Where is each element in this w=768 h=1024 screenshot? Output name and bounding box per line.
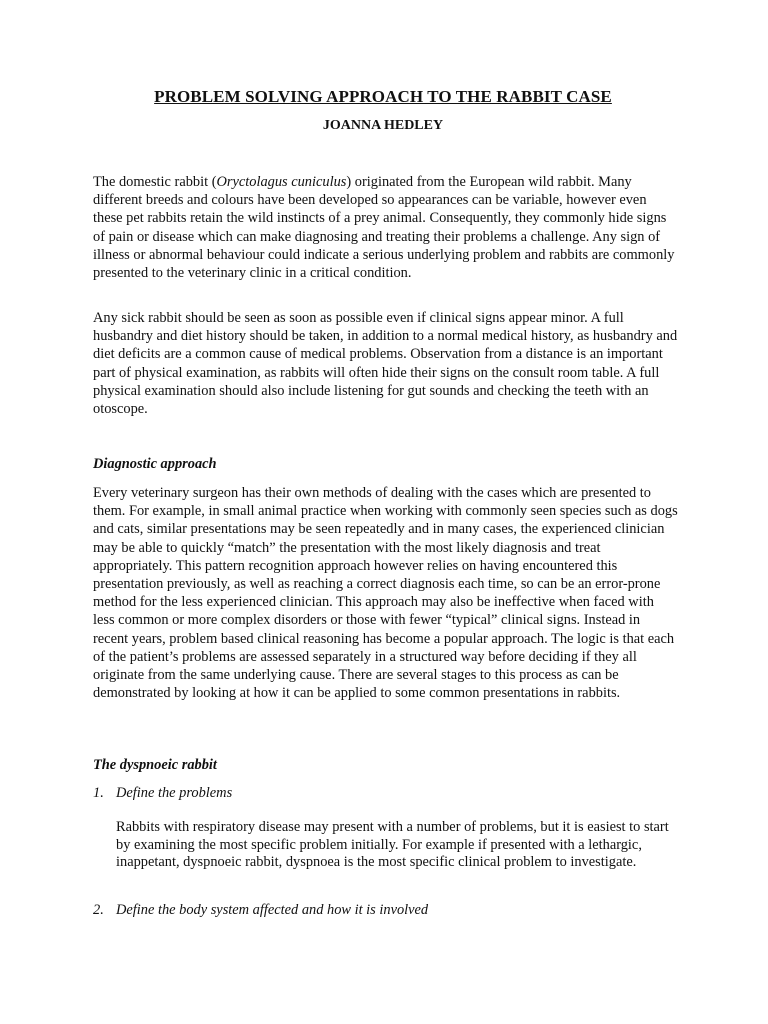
intro-paragraph-1 [93,173,678,282]
section-heading-diagnostic: Diagnostic approach [93,456,217,472]
list-label: Define the body system affected and how it is involved [116,902,429,918]
section-heading-dyspnoeic: The dyspnoeic rabbit [93,757,217,773]
species-name: Oryctolagus cuniculus [216,174,347,190]
list-label: Define the problems [116,785,233,801]
list-item-1-text: Rabbits with respiratory disease may present with a number of problems, but it is easiest to start by examining the most specific problem initially. For example if presented with a lethargic, inappetant, dyspnoeic rabbit, dyspnoea is the most specific clinical problem to investigate. [116,819,669,871]
diagnostic-paragraph: Every veterinary surgeon has their own methods of dealing with the cases which are presented to them. For example, in small animal practice when working with commonly seen species such as dogs and cats, similar presentations may be seen repeatedly and in many cases, the experienced clinician may be able to quickly “match” the presentation with the most likely diagnosis and treat appropriately. This pattern recognition approach however relies on having encountered this presentation previously, as well as reaching a correct diagnosis each time, so can be an error-prone method for the less experienced clinician. This approach may also be ineffective when faced with less common or more complex disorders or those with fewer “typical” clinical signs. Instead in recent years, problem based clinical reasoning has become a popular approach. The logic is that each of the patient’s problems are assessed separately in a structured way before deciding if they all originate from the same underlying cause. There are several stages to this process as can be demonstrated by looking at how it can be applied to some common presentations in rabbits. [93,485,678,702]
list-item-1 [93,785,678,802]
document-title: PROBLEM SOLVING APPROACH TO THE RABBIT CASE [154,87,612,106]
list-number: 2. [93,902,104,918]
list-item-2 [93,902,678,919]
list-number: 1. [93,785,104,801]
document-author: JOANNA HEDLEY [322,118,444,133]
intro-text-after-italic: ) originated from the European wild rabbit. Many different breeds and colours have been developed so appearances can be variable, however even these pet rabbits retain the wild instincts of a prey animal. Consequently, they commonly hide signs of pain or disease which can make diagnosing and treating their problems a challenge. Any sign of illness or abnormal behaviour could indicate a serious underlying problem and rabbits are commonly presented to the veterinary clinic in a critical condition. [93,174,675,282]
intro-paragraph-2: Any sick rabbit should be seen as soon as possible even if clinical signs appear minor. A full husbandry and diet history should be taken, in addition to a normal medical history, as husbandry and diet deficits are a common cause of medical problems. Observation from a distance is an important part of physical examination, as rabbits will often hide their signs on the consult room table. A full physical examination should also include listening for gut sounds and checking the teeth with an otoscope. [93,310,678,418]
intro-text-before-italic: The domestic rabbit ( [93,174,217,190]
